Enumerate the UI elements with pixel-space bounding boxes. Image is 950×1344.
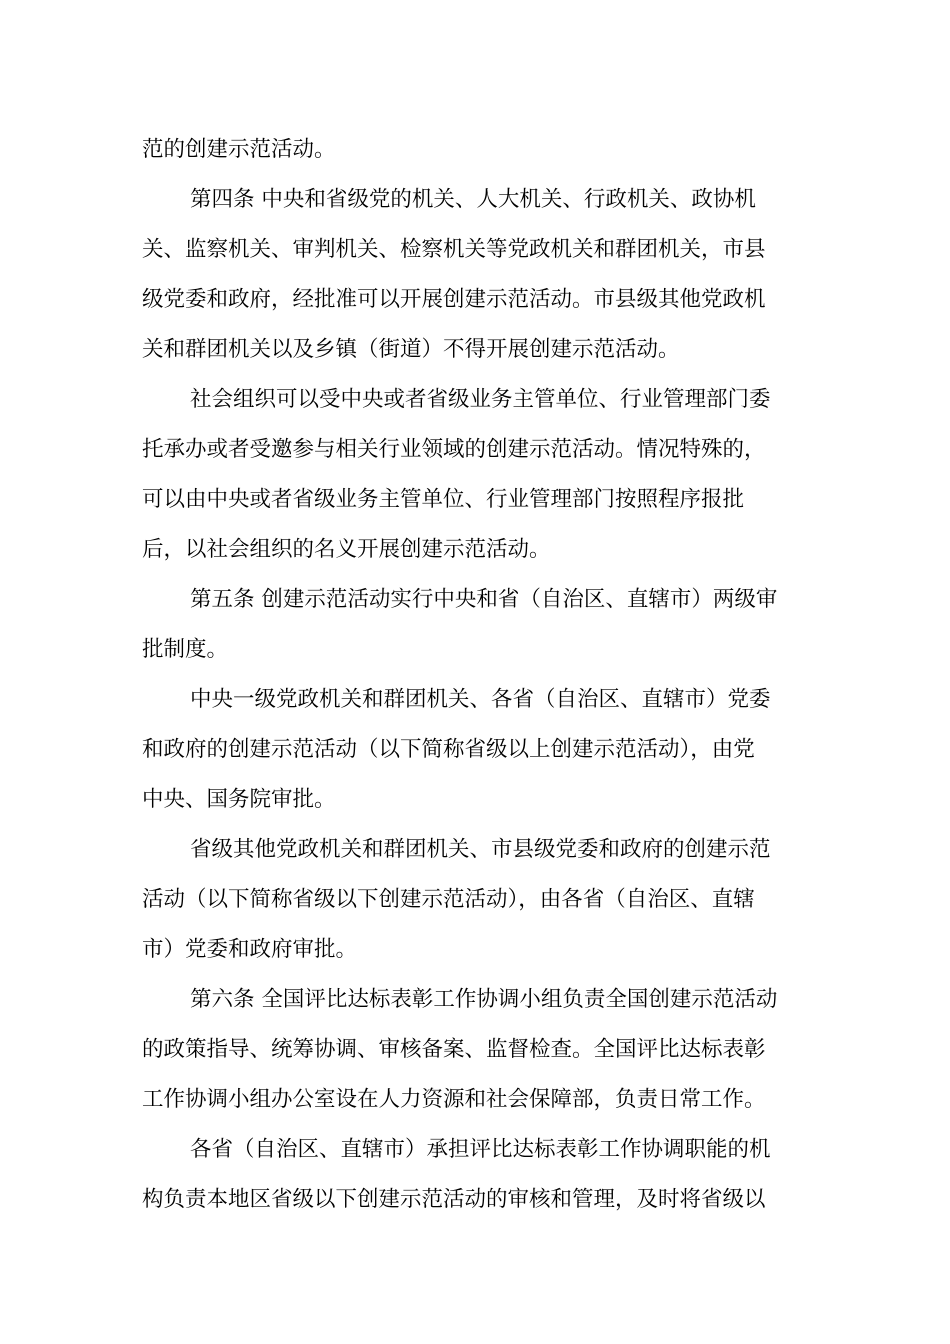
text-line: 市）党委和政府审批。 bbox=[142, 937, 358, 962]
paragraph-first-line: 各省（自治区、直辖市）承担评比达标表彰工作协调职能的机 bbox=[190, 1137, 771, 1162]
text-line: 活动（以下简称省级以下创建示范活动），由各省（自治区、直辖 bbox=[142, 887, 755, 912]
text-line: 可以由中央或者省级业务主管单位、行业管理部门按照程序报批 bbox=[142, 487, 745, 512]
text-line: 关和群团机关以及乡镇（街道）不得开展创建示范活动。 bbox=[142, 337, 680, 362]
text-line: 范的创建示范活动。 bbox=[142, 137, 336, 162]
text-line: 的政策指导、统筹协调、审核备案、监督检查。全国评比达标表彰 bbox=[142, 1037, 766, 1062]
text-line: 托承办或者受邀参与相关行业领域的创建示范活动。情况特殊的， bbox=[142, 437, 766, 462]
text-line: 中央、国务院审批。 bbox=[142, 787, 336, 812]
article-4-heading-line: 第四条 中央和省级党的机关、人大机关、行政机关、政协机 bbox=[190, 187, 756, 212]
text-line: 构负责本地区省级以下创建示范活动的审核和管理，及时将省级以 bbox=[142, 1187, 766, 1212]
paragraph-first-line: 社会组织可以受中央或者省级业务主管单位、行业管理部门委 bbox=[190, 387, 771, 412]
paragraph-first-line: 省级其他党政机关和群团机关、市县级党委和政府的创建示范 bbox=[190, 837, 771, 862]
text-line: 和政府的创建示范活动（以下简称省级以上创建示范活动），由党 bbox=[142, 737, 755, 762]
article-5-heading-line: 第五条 创建示范活动实行中央和省（自治区、直辖市）两级审 bbox=[190, 587, 778, 612]
text-line: 后，以社会组织的名义开展创建示范活动。 bbox=[142, 537, 551, 562]
text-line: 级党委和政府，经批准可以开展创建示范活动。市县级其他党政机 bbox=[142, 287, 766, 312]
paragraph-first-line: 中央一级党政机关和群团机关、各省（自治区、直辖市）党委 bbox=[190, 687, 771, 712]
text-line: 批制度。 bbox=[142, 637, 229, 662]
text-line: 工作协调小组办公室设在人力资源和社会保障部，负责日常工作。 bbox=[142, 1087, 766, 1112]
text-line: 关、监察机关、审判机关、检察机关等党政机关和群团机关，市县 bbox=[142, 237, 766, 262]
article-6-heading-line: 第六条 全国评比达标表彰工作协调小组负责全国创建示范活动 bbox=[190, 987, 778, 1012]
